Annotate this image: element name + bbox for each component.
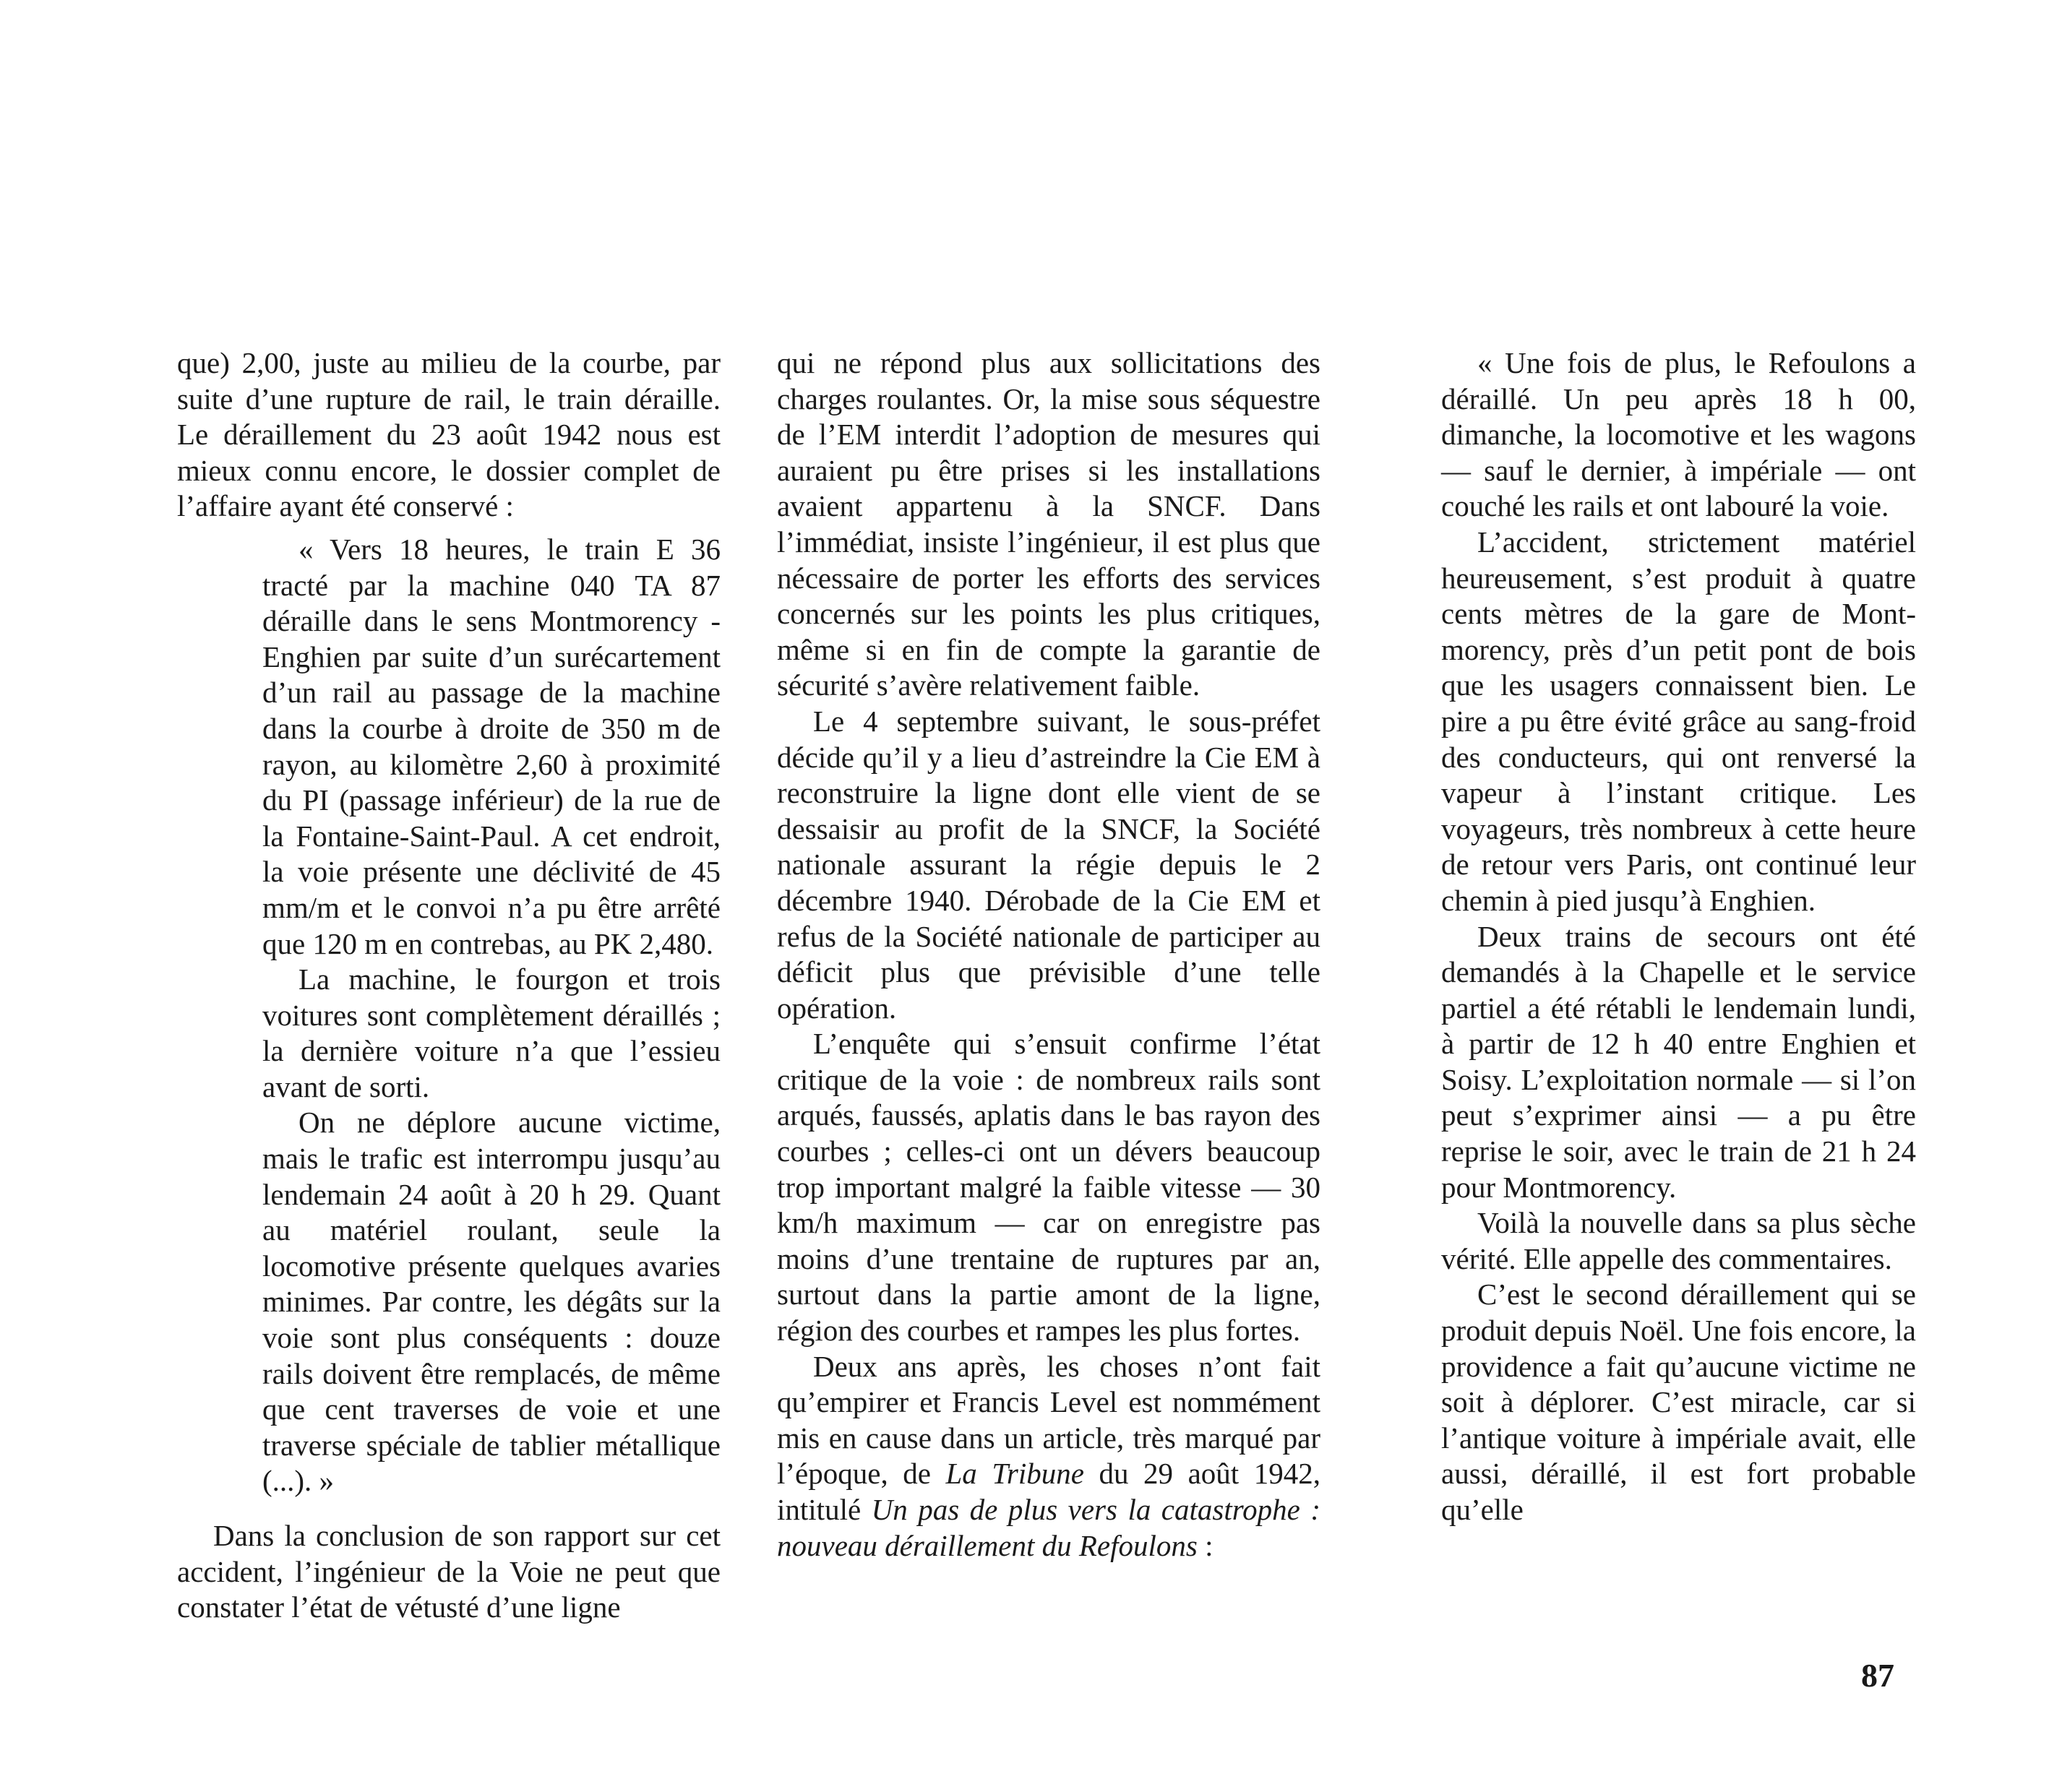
- newspaper-title: La Tribune: [945, 1457, 1084, 1491]
- paragraph: C’est le second déraillement qui se produit depuis Noël. Une fois encore, la providence a fait qu’aucune victime ne soit à déplorer. C’est miracle, car si l’antique voiture à impériale avait, elle aussi, déraillé, il est fort probable qu’elle: [1441, 1278, 1916, 1526]
- paragraph: Le 4 septembre suivant, le sous-préfet décide qu’il y a lieu d’astreindre la Cie EM à reconstruire la ligne dont elle vient de se dessaisir au profit de la SNCF, la Société nationale assurant la régie depuis le 2 décembre 1940. Dérobade de la Cie EM et refus de la Société nationale de participer au déficit plus que prévisible d’une telle opération.: [777, 704, 1320, 1025]
- paragraph: Deux trains de secours ont été demandés à la Chapelle et le service partiel a été rétabli le lendemain lundi, à partir de 12 h 40 entre Enghien et Soisy. L’exploitation normale — si l’on peut s’exprimer ainsi — a pu être reprise le soir, avec le train de 21 h 24 pour Montmorency.: [1441, 919, 1916, 1204]
- paragraph: Voilà la nouvelle dans sa plus sèche vérité. Elle appelle des commentaires.: [1441, 1206, 1916, 1275]
- paragraph-text: du 29 août 1942, intitulé: [777, 1457, 1321, 1526]
- text-column-left: [177, 345, 721, 1626]
- paragraph: Dans la conclusion de son rapport sur cet accident, l’ingénieur de la Voie ne peut que constater l’état de vétusté d’une ligne: [177, 1519, 721, 1624]
- paragraph: que) 2,00, juste au milieu de la courbe, par suite d’une rupture de rail, le train déraille. Le déraillement du 23 août 1942 nous est mieux connu encore, le dossier complet de l’affaire ayant été conservé :: [177, 346, 721, 523]
- paragraph: L’accident, strictement matériel heureusement, s’est produit à quatre cents mètres de la gare de Montmorency, près d’un petit pont de bois que les usagers connaissent bien. Le pire a pu être évité grâce au sang-froid des conducteurs, qui ont renversé la vapeur à l’instant critique. Les voyageurs, très nombreux à cette heure de retour vers Paris, ont continué leur chemin à pied jusqu’à Enghien.: [1441, 525, 1916, 917]
- paragraph: qui ne répond plus aux sollicitations des charges roulantes. Or, la mise sous séquestre de l’EM interdit l’adoption de mesures qui auraient pu être prises si les installations avaient appartenu à la SNCF. Dans l’immédiat, insiste l’ingénieur, il est plus que nécessaire de porter les efforts des services concernés sur les points les plus critiques, même si en fin de compte la garantie de sécurité s’avère relativement faible.: [777, 346, 1320, 702]
- quote-paragraph: « Vers 18 heures, le train E 36 tracté par la machine 040 TA 87 déraille dans le sens Montmorency - Enghien par suite d’un surécartement d’un rail au passage de la machine dans la courbe à droite de 350 m de rayon, au kilomètre 2,60 à proximité du PI (passage inférieur) de la rue de la Fontaine-Saint-Paul. A cet endroit, la voie présente une déclivité de 45 mm/m et le convoi n’a pu être arrêté que 120 m en contrebas, au PK 2,480.: [262, 532, 721, 960]
- paragraph-text: :: [1197, 1528, 1213, 1562]
- article-title: Un pas de plus vers la catastrophe : nouveau déraillement du Refoulons: [777, 1493, 1321, 1562]
- paragraph: [777, 1349, 1320, 1564]
- quote-paragraph: On ne déplore aucune victime, mais le trafic est interrompu jusqu’au lendemain 24 août à 20 h 29. Quant au matériel roulant, seule la locomotive présente quelques avaries minimes. Par contre, les dégâts sur la voie sont plus conséquents : douze rails doivent être remplacés, de même que cent traverses de voie et une traverse spéciale de tablier métallique (...). »: [262, 1106, 721, 1498]
- text-column-right: [1441, 345, 1916, 1528]
- text-column-middle: [777, 345, 1320, 1564]
- paragraph-text: Deux ans après, les choses n’ont fait qu’empirer et Francis Level est nommément mis en cause dans un article, très marqué par l’époque, de: [777, 1349, 1320, 1491]
- paragraph: « Une fois de plus, le Refoulons a déraillé. Un peu après 18 h 00, dimanche, la locomotive et les wagons — sauf le dernier, à impériale — ont couché les rails et ont labouré la voie.: [1441, 346, 1916, 523]
- page-number: 87: [1861, 1657, 1894, 1694]
- paragraph: L’enquête qui s’ensuit confirme l’état critique de la voie : de nombreux rails sont arqués, faussés, aplatis dans le bas rayon des courbes ; celles-ci ont un dévers beaucoup trop important malgré la faible vitesse — 30 km/h maximum — car on enregistre pas moins d’une trentaine de ruptures par an, surtout dans la partie amont de la ligne, région des courbes et rampes les plus fortes.: [777, 1027, 1320, 1348]
- quote-paragraph: La machine, le fourgon et trois voitures sont complètement déraillés ; la dernière voiture n’a que l’essieu avant de sorti.: [262, 962, 721, 1103]
